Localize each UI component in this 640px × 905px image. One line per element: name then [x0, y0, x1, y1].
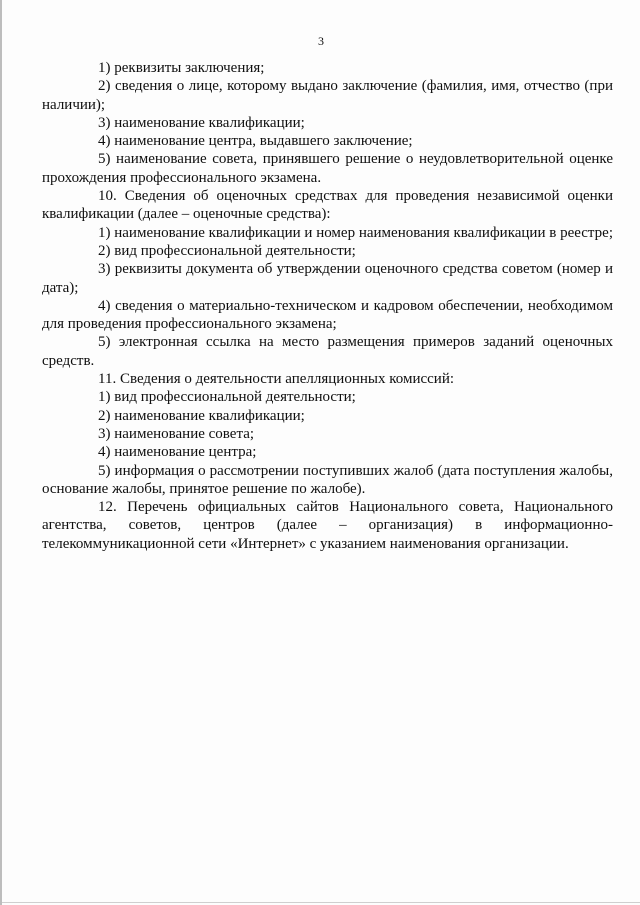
section-11-item-1: 1) вид профессиональной деятельности; [98, 389, 356, 406]
section-12-paragraph: 12. Перечень официальных сайтов Национального совета, Национального агентства, советов, центров (далее – организация) в информационно-телекоммуникационной сети «Интернет» с указанием наименования организации. [42, 499, 613, 552]
section-11-heading: 11. Сведения о деятельности апелляционных комиссий: [98, 371, 455, 388]
page-number: 3 [318, 34, 324, 48]
section-10-item-5: 5) электронная ссылка на место размещения примеров заданий оценочных средств. [42, 334, 613, 369]
section-10-item-2: 2) вид профессиональной деятельности; [98, 242, 356, 259]
section-10-item-3: 3) реквизиты документа об утверждении оценочного средства советом (номер и дата); [42, 261, 613, 296]
page-bottom-edge [2, 902, 640, 903]
paragraph-item-5-council: 5) наименование совета, принявшего решение о неудовлетворительной оценке прохождения профессионального экзамена. [42, 151, 613, 186]
section-11-item-3: 3) наименование совета; [98, 425, 255, 442]
section-11-item-4: 4) наименование центра; [98, 444, 257, 461]
paragraph-item-2-person-info: 2) сведения о лице, которому выдано заключение (фамилия, имя, отчество (при наличии); [42, 78, 613, 113]
section-11-item-5: 5) информация о рассмотрении поступивших жалоб (дата поступления жалобы, основание жалобы, принятое решение по жалобе). [42, 462, 613, 497]
paragraph-item-3-qualification: 3) наименование квалификации; [98, 114, 305, 131]
paragraph-item-4-center: 4) наименование центра, выдавшего заключение; [98, 133, 413, 150]
section-10-item-4: 4) сведения о материально-техническом и кадровом обеспечении, необходимом для проведения профессионального экзамена; [42, 297, 613, 333]
document-body [42, 59, 613, 553]
section-10-item-1: 1) наименование квалификации и номер наименования квалификации в реестре; [98, 224, 613, 241]
section-11-item-2: 2) наименование квалификации; [98, 407, 305, 424]
paragraph-item-1-requisites: 1) реквизиты заключения; [98, 60, 265, 76]
section-10-heading: 10. Сведения об оценочных средствах для проведения независимой оценки квалификации (далее – оценочные средства): [42, 188, 613, 223]
